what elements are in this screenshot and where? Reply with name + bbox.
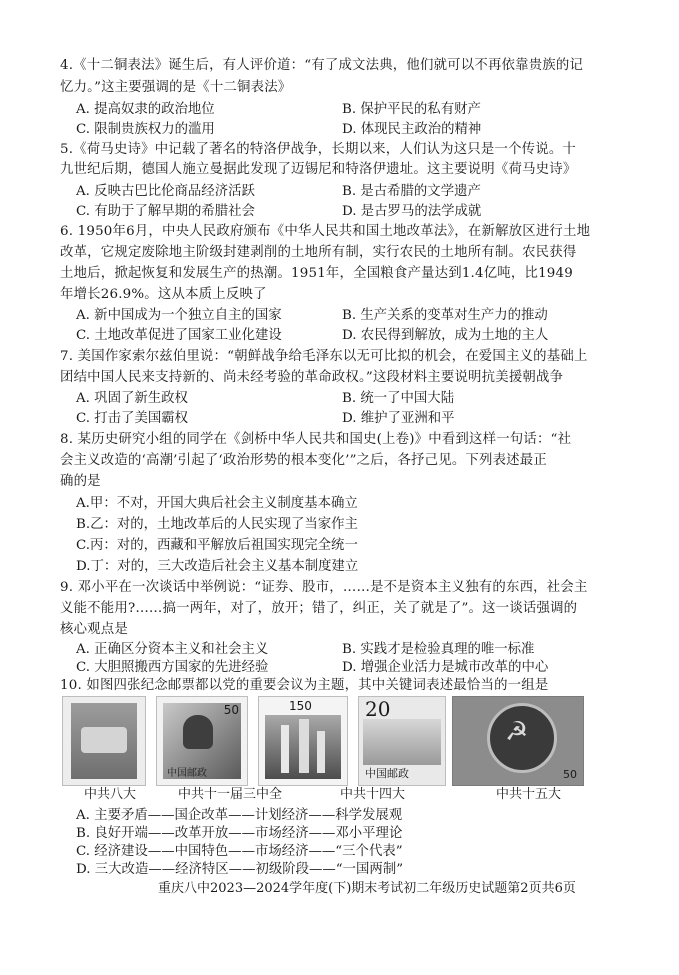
q8-option-b[interactable]: B.乙：对的，土地改革后的人民实现了当家作主 bbox=[76, 517, 358, 532]
q6-stem-line2: 改革，它规定废除地主阶级封建剥削的土地所有制，实行农民的土地所有制。农民获得 bbox=[60, 245, 577, 260]
q6-stem-line1: 6. 1950年6月，中央人民政府颁布《中华人民共和国土地改革法》，在新解放区进行土地 bbox=[60, 224, 591, 239]
stamp-8th-congress bbox=[62, 696, 146, 786]
q5-stem-line1: 5.《荷马史诗》中记载了著名的特洛伊战争，长期以来，人们认为这只是一个传说。十 bbox=[60, 142, 577, 157]
q7-option-b[interactable]: B. 统一了中国大陆 bbox=[342, 391, 455, 406]
stamp3-denomination: 150 bbox=[289, 699, 312, 713]
q6-option-d[interactable]: D. 农民得到解放，成为土地的主人 bbox=[342, 328, 549, 343]
q5-stem-line2: 九世纪后期，德国人施立曼据此发现了迈锡尼和特洛伊遗址。这主要说明《荷马史诗》 bbox=[60, 162, 577, 177]
q6-option-b[interactable]: B. 生产关系的变革对生产力的推动 bbox=[342, 308, 548, 323]
caption-8th-congress: 中共八大 bbox=[84, 787, 137, 802]
q7-option-c[interactable]: C. 打击了美国霸权 bbox=[76, 411, 189, 426]
q5-option-c[interactable]: C. 有助于了解早期的希腊社会 bbox=[76, 204, 255, 219]
q8-option-d[interactable]: D.丁：对的，三大改造后社会主义基本制度建立 bbox=[76, 559, 359, 574]
stamp-figure bbox=[62, 696, 584, 784]
page-footer: 重庆八中2023—2024学年度(下)期末考试初二年级历史试题第2页共6页 bbox=[158, 881, 576, 896]
party-emblem-icon: ☭ bbox=[505, 717, 529, 747]
q9-stem-line1: 9. 邓小平在一次谈话中举例说：“证券、股市，……是不是资本主义独有的东西，社会主 bbox=[60, 580, 588, 595]
q8-stem-line2: 会主义改造的‘高潮’引起了‘政治形势的根本变化’”之后，各抒己见。下列表述最正 bbox=[60, 453, 547, 468]
stamp2-denomination: 50 bbox=[223, 703, 239, 717]
q6-option-a[interactable]: A. 新中国成为一个独立自主的国家 bbox=[76, 308, 282, 323]
stamp-14th-congress-a bbox=[258, 696, 348, 786]
q9-option-b[interactable]: B. 实践才是检验真理的唯一标准 bbox=[342, 642, 535, 657]
q7-stem-line1: 7. 美国作家索尔兹伯里说：“朝鲜战争给毛泽东以无可比拟的机会，在爱国主义的基础上 bbox=[60, 349, 588, 364]
q7-option-a[interactable]: A. 巩固了新生政权 bbox=[76, 391, 188, 406]
q8-option-a[interactable]: A.甲：不对，开国大典后社会主义制度基本确立 bbox=[76, 496, 358, 511]
q8-option-c[interactable]: C.丙：对的，西藏和平解放后祖国实现完全统一 bbox=[76, 538, 358, 553]
stamp-15th-congress bbox=[452, 696, 584, 786]
q6-option-c[interactable]: C. 土地改革促进了国家工业化建设 bbox=[76, 328, 282, 343]
q4-option-d[interactable]: D. 体现民主政治的精神 bbox=[342, 122, 482, 137]
q6-stem-line3: 土地后，掀起恢复和发展生产的热潮。1951年，全国粮食产量达到1.4亿吨，比1949 bbox=[60, 266, 573, 281]
q4-option-a[interactable]: A. 提高奴隶的政治地位 bbox=[76, 102, 215, 117]
q4-stem-line2: 忆力。”这主要强调的是《十二铜表法》 bbox=[60, 80, 292, 95]
q4-option-c[interactable]: C. 限制贵族权力的滥用 bbox=[76, 122, 215, 137]
q9-option-c[interactable]: C. 大胆照搬西方国家的先进经验 bbox=[76, 660, 269, 675]
q10-option-b[interactable]: B. 良好开端——改革开放——市场经济——邓小平理论 bbox=[76, 826, 403, 841]
q9-stem-line2: 义能不能用?……搞一两年，对了，放开；错了，纠正，关了就是了”。这一谈话强调的 bbox=[60, 601, 578, 616]
q9-option-d[interactable]: D. 增强企业活力是城市改革的中心 bbox=[342, 660, 549, 675]
q10-option-c[interactable]: C. 经济建设——中国特色——市场经济——“三个代表” bbox=[76, 844, 403, 859]
q10-stem: 10. 如图四张纪念邮票都以党的重要会议为主题，其中关键词表述最恰当的一组是 bbox=[60, 678, 549, 693]
caption-15th-congress: 中共十五大 bbox=[496, 787, 562, 802]
stamp-11th-3rd-plenum bbox=[156, 696, 248, 786]
caption-14th-congress: 中共十四大 bbox=[340, 787, 406, 802]
q8-stem-line3: 确的是 bbox=[60, 474, 101, 489]
q5-option-d[interactable]: D. 是古罗马的法学成就 bbox=[342, 204, 482, 219]
stamp2-country: 中国邮政 bbox=[167, 768, 207, 779]
stamp4-country: 中国邮政 bbox=[365, 767, 409, 780]
stamp4-denomination: 20 bbox=[365, 697, 391, 721]
q8-stem-line1: 8. 某历史研究小组的同学在《剑桥中华人民共和国史(上卷)》中看到这样一句话：“社 bbox=[60, 432, 572, 447]
stamp5-denomination: 50 bbox=[563, 768, 577, 781]
caption-11th-3rd-plenum: 中共十一届三中全 bbox=[178, 787, 283, 802]
q4-option-b[interactable]: B. 保护平民的私有财产 bbox=[342, 102, 481, 117]
q4-stem-line1: 4.《十二铜表法》诞生后，有人评价道：“有了成文法典，他们就可以不再依靠贵族的记 bbox=[60, 58, 584, 73]
q9-stem-line3: 核心观点是 bbox=[60, 622, 128, 637]
stamp-14th-congress-b bbox=[358, 696, 446, 786]
q7-option-d[interactable]: D. 维护了亚洲和平 bbox=[342, 411, 455, 426]
q6-stem-line4: 年增长26.9%。这从本质上反映了 bbox=[60, 287, 267, 302]
q10-option-a[interactable]: A. 主要矛盾——国企改革——计划经济——科学发展观 bbox=[76, 808, 403, 823]
q5-option-a[interactable]: A. 反映古巴比伦商品经济活跃 bbox=[76, 184, 255, 199]
q7-stem-line2: 团结中国人民来支持新的、尚未经考验的革命政权。”这段材料主要说明抗美援朝战争 bbox=[60, 370, 564, 385]
q9-option-a[interactable]: A. 正确区分资本主义和社会主义 bbox=[76, 642, 269, 657]
q10-option-d[interactable]: D. 三大改造——经济特区——初级阶段——“一国两制” bbox=[76, 862, 404, 877]
q5-option-b[interactable]: B. 是古希腊的文学遗产 bbox=[342, 184, 481, 199]
